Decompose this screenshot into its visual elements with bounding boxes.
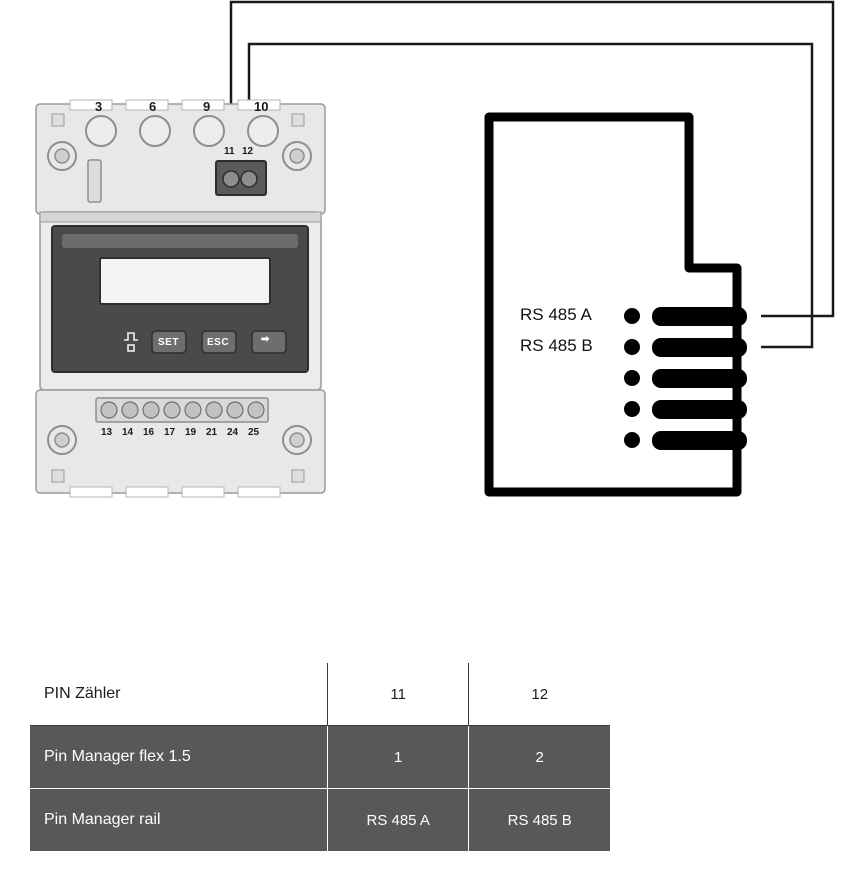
row-value-2: RS 485 B <box>469 789 610 852</box>
row-value-1: RS 485 A <box>327 789 469 852</box>
port-label-rs485b: RS 485 B <box>520 336 593 355</box>
row-label: Pin Manager rail <box>30 789 327 852</box>
row-label: Pin Manager flex 1.5 <box>30 726 327 789</box>
terminal-label-24: 24 <box>227 427 239 438</box>
table-row <box>30 726 610 789</box>
table-row <box>30 663 610 726</box>
terminal-label-13: 13 <box>101 427 113 438</box>
row-value-2: 2 <box>469 726 610 789</box>
terminal-label-17: 17 <box>164 427 176 438</box>
row-value-1: 1 <box>327 726 469 789</box>
esc-button-label: ESC <box>207 337 230 348</box>
terminal-label-14: 14 <box>122 427 134 438</box>
terminal-label-11: 11 <box>224 146 235 157</box>
pin-assignment-table <box>30 663 610 851</box>
arrow-button-label: ➡ <box>261 334 270 345</box>
terminal-label-19: 19 <box>185 427 197 438</box>
terminal-label-16: 16 <box>143 427 155 438</box>
terminal-label-25: 25 <box>248 427 260 438</box>
terminal-label-6: 6 <box>149 99 157 114</box>
terminal-label-21: 21 <box>206 427 218 438</box>
row-value-2: 12 <box>469 663 610 726</box>
terminal-label-3: 3 <box>95 99 103 114</box>
row-value-1: 11 <box>327 663 469 726</box>
row-label: PIN Zähler <box>30 663 327 726</box>
terminal-label-9: 9 <box>203 99 211 114</box>
set-button-label: SET <box>158 337 179 348</box>
port-label-rs485a: RS 485 A <box>520 305 592 324</box>
terminal-label-12: 12 <box>242 146 254 157</box>
terminal-label-10: 10 <box>254 99 269 114</box>
energy-meter-illustration <box>36 100 325 497</box>
table-row <box>30 789 610 852</box>
